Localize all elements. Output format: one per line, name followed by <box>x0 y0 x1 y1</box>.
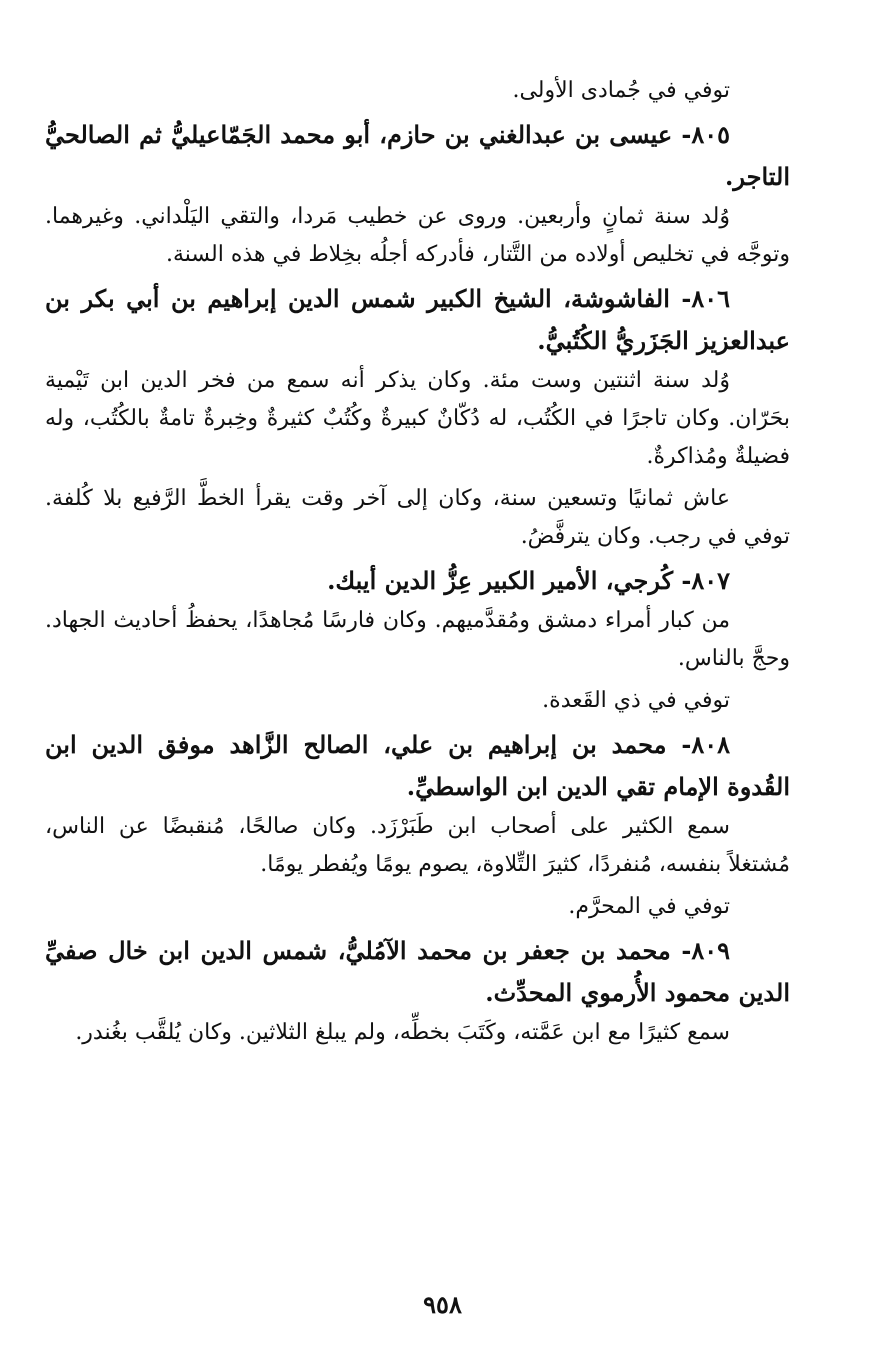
paragraph-text: سمع كثيرًا مع ابن عَمَّته، وكَتَبَ بخطِّه، ولم يبلغ الثلاثين. وكان يُلقَّب بغُندر. <box>75 1020 730 1045</box>
paragraph-text: توفي في ذي القَعدة. <box>542 688 730 713</box>
entry-heading-806: ٨٠٦- الفاشوشة، الشيخ الكبير شمس الدين إبراهيم بن أبي بكر بن عبدالعزيز الجَزَريُّ الكُتُبيُّ. <box>45 284 790 355</box>
entry-heading-805: ٨٠٥- عيسى بن عبدالغني بن حازم، أبو محمد الجَمّاعيليُّ ثم الصالحيُّ التاجر. <box>45 120 790 191</box>
paragraph-text: وُلد سنة اثنتين وست مئة. وكان يذكر أنه سمع من فخر الدين ابن تَيْمية بحَرّان. وكان تاجرًا في الكُتُب، له دُكّانٌ كبيرةٌ وكُتُبٌ كثيرةٌ وخِبرةٌ تامةٌ بالكُتُب، وله فضيلةٌ ومُذاكرةٌ. <box>45 368 790 469</box>
paragraph-text: توفي في المحرَّم. <box>568 894 730 919</box>
paragraph-text: توفي في جُمادى الأولى. <box>512 78 730 103</box>
paragraph-text: سمع الكثير على أصحاب ابن طَبَرْزَد. وكان صالحًا، مُنقبضًا عن الناس، مُشتغلاً بنفسه، مُنفردًا، كثيرَ التِّلاوة، يصوم يومًا ويُفطر يومًا. <box>45 814 790 877</box>
entry-heading-807: ٨٠٧- كُرجي، الأمير الكبير عِزُّ الدين أيبك. <box>327 566 730 595</box>
paragraph-text: من كبار أمراء دمشق ومُقدَّميهم. وكان فارسًا مُجاهدًا، يحفظُ أحاديث الجهاد. وحجَّ بالناس. <box>45 608 790 671</box>
page-body <box>45 72 790 1052</box>
page-number: ٩٥٨ <box>423 1290 462 1319</box>
paragraph-text: عاش ثمانيًا وتسعين سنة، وكان إلى آخر وقت يقرأ الخطَّ الرَّفيع بلا كُلفة. توفي في رجب. وكان يترفَّضُ. <box>45 486 790 549</box>
entry-heading-809: ٨٠٩- محمد بن جعفر بن محمد الآمُليُّ، شمس الدين ابن خال صفيِّ الدين محمود الأُرموي المحدِّث. <box>45 936 790 1007</box>
entry-heading-808: ٨٠٨- محمد بن إبراهيم بن علي، الصالح الزَّاهد موفق الدين ابن القُدوة الإمام تقي الدين ابن الواسطيِّ. <box>45 730 790 801</box>
paragraph-text: وُلد سنة ثمانٍ وأربعين. وروى عن خطيب مَردا، والتقي اليَلْداني. وغيرهما. وتوجَّه في تخليص أولاده من التَّتار، فأدركه أجلُه بخِلاط في هذه السنة. <box>45 204 790 267</box>
